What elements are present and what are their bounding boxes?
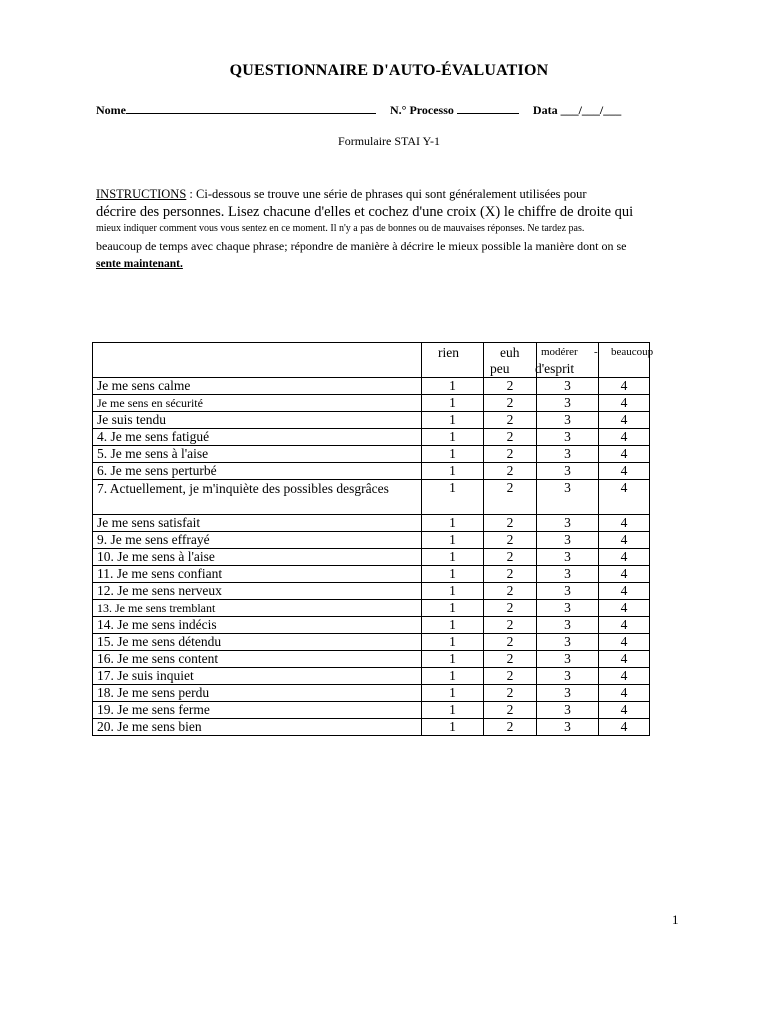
name-blank	[126, 102, 376, 114]
document-title: QUESTIONNAIRE D'AUTO-ÉVALUATION	[229, 62, 549, 79]
rating-cell-4[interactable]: 4	[599, 566, 650, 583]
rating-cell-3[interactable]: 3	[537, 395, 599, 412]
process-blank	[457, 102, 519, 114]
table-row	[93, 395, 650, 412]
rating-cell-4[interactable]: 4	[599, 600, 650, 617]
item-label: 16. Je me sens content	[93, 651, 422, 668]
header-beaucoup-label: beaucoup	[611, 346, 654, 358]
rating-cell-3[interactable]: 3	[537, 651, 599, 668]
rating-cell-3[interactable]: 3	[537, 515, 599, 532]
item-label: 15. Je me sens détendu	[93, 634, 422, 651]
rating-cell-3[interactable]: 3	[537, 549, 599, 566]
item-label: 7. Actuellement, je m'inquiète des possibles desgrâces	[93, 480, 422, 515]
table-row	[93, 600, 650, 617]
rating-cell-1[interactable]: 1	[422, 378, 484, 395]
table-row	[93, 412, 650, 429]
name-label: Nome	[96, 103, 126, 117]
instructions-line-1-text: : Ci-dessous se trouve une série de phrases qui sont généralement utilisées pour	[189, 187, 587, 201]
rating-cell-4[interactable]: 4	[599, 515, 650, 532]
item-label: 9. Je me sens effrayé	[93, 532, 422, 549]
rating-cell-4[interactable]: 4	[599, 651, 650, 668]
rating-cell-3[interactable]: 3	[537, 532, 599, 549]
rating-cell-3[interactable]: 3	[537, 463, 599, 480]
table-row	[93, 702, 650, 719]
rating-cell-3[interactable]: 3	[537, 583, 599, 600]
rating-cell-3[interactable]: 3	[537, 480, 599, 515]
item-label: 17. Je suis inquiet	[93, 668, 422, 685]
table-row	[93, 549, 650, 566]
table-row	[93, 566, 650, 583]
table-row	[93, 515, 650, 532]
rating-cell-1[interactable]: 1	[422, 685, 484, 702]
item-label: Je me sens calme	[93, 378, 422, 395]
rating-cell-1[interactable]: 1	[422, 429, 484, 446]
rating-cell-2[interactable]: 2	[484, 463, 537, 480]
rating-cell-2[interactable]: 2	[484, 600, 537, 617]
rating-cell-1[interactable]: 1	[422, 446, 484, 463]
rating-cell-1[interactable]: 1	[422, 583, 484, 600]
rating-cell-3[interactable]: 3	[537, 446, 599, 463]
instructions-line-5: sente maintenant.	[96, 258, 183, 270]
rating-cell-1[interactable]: 1	[422, 412, 484, 429]
rating-cell-2[interactable]: 2	[484, 566, 537, 583]
rating-cell-2[interactable]: 2	[484, 668, 537, 685]
item-label: 6. Je me sens perturbé	[93, 463, 422, 480]
rating-cell-4[interactable]: 4	[599, 532, 650, 549]
rating-cell-2[interactable]: 2	[484, 583, 537, 600]
rating-cell-3[interactable]: 3	[537, 685, 599, 702]
rating-cell-1[interactable]: 1	[422, 480, 484, 515]
rating-cell-2[interactable]: 2	[484, 702, 537, 719]
table-row	[93, 463, 650, 480]
header-modere	[537, 343, 599, 378]
item-label: 4. Je me sens fatigué	[93, 429, 422, 446]
rating-cell-4[interactable]: 4	[599, 395, 650, 412]
rating-cell-2[interactable]: 2	[484, 395, 537, 412]
rating-cell-2[interactable]: 2	[484, 685, 537, 702]
header-peu-label: peu	[490, 361, 510, 376]
date-label: Data	[532, 103, 558, 117]
rating-cell-3[interactable]: 3	[537, 600, 599, 617]
process-label: N.° Processo	[390, 103, 454, 117]
item-label: Je me sens en sécurité	[93, 395, 422, 412]
table-row	[93, 480, 650, 515]
rating-cell-3[interactable]: 3	[537, 566, 599, 583]
header-un-peu	[484, 343, 537, 378]
rating-cell-1[interactable]: 1	[422, 617, 484, 634]
rating-cell-2[interactable]: 2	[484, 549, 537, 566]
rating-cell-2[interactable]: 2	[484, 429, 537, 446]
date-blank: ___/___/___	[560, 103, 622, 117]
rating-cell-3[interactable]: 3	[537, 378, 599, 395]
header-item-cell	[93, 343, 422, 378]
rating-cell-1[interactable]: 1	[422, 634, 484, 651]
table-row	[93, 634, 650, 651]
rating-cell-3[interactable]: 3	[537, 634, 599, 651]
table-row	[93, 429, 650, 446]
rating-cell-1[interactable]: 1	[422, 566, 484, 583]
rating-cell-2[interactable]: 2	[484, 634, 537, 651]
rating-cell-4[interactable]: 4	[599, 668, 650, 685]
rating-cell-3[interactable]: 3	[537, 617, 599, 634]
page-number: 1	[672, 912, 679, 927]
header-beaucoup	[599, 343, 654, 378]
rating-cell-2[interactable]: 2	[484, 515, 537, 532]
rating-cell-4[interactable]: 4	[599, 617, 650, 634]
item-label: 14. Je me sens indécis	[93, 617, 422, 634]
identification-line	[96, 102, 696, 118]
rating-cell-4[interactable]: 4	[599, 719, 650, 736]
rating-cell-1[interactable]: 1	[422, 395, 484, 412]
header-rien-label: rien	[438, 345, 459, 360]
item-label: 19. Je me sens ferme	[93, 702, 422, 719]
rating-cell-1[interactable]: 1	[422, 668, 484, 685]
rating-cell-2[interactable]: 2	[484, 719, 537, 736]
item-label: 18. Je me sens perdu	[93, 685, 422, 702]
item-label: 5. Je me sens à l'aise	[93, 446, 422, 463]
rating-cell-1[interactable]: 1	[422, 600, 484, 617]
item-label: Je me sens satisfait	[93, 515, 422, 532]
rating-cell-4[interactable]: 4	[599, 583, 650, 600]
rating-cell-4[interactable]: 4	[599, 463, 650, 480]
table-row	[93, 617, 650, 634]
instructions-line-2: décrire des personnes. Lisez chacune d'elles et cochez d'une croix (X) le chiffre de droite qui	[96, 204, 634, 220]
rating-cell-2[interactable]: 2	[484, 446, 537, 463]
instructions-line-3: mieux indiquer comment vous vous sentez en ce moment. Il n'y a pas de bonnes ou de mauvaises réponses. Ne tardez pas.	[96, 223, 585, 234]
rating-cell-1[interactable]: 1	[422, 719, 484, 736]
table-row	[93, 685, 650, 702]
rating-cell-4[interactable]: 4	[599, 446, 650, 463]
rating-cell-3[interactable]: 3	[537, 429, 599, 446]
rating-cell-3[interactable]: 3	[537, 668, 599, 685]
form-name: Formulaire STAI Y-1	[338, 134, 440, 148]
rating-cell-4[interactable]: 4	[599, 549, 650, 566]
rating-cell-4[interactable]: 4	[599, 412, 650, 429]
item-label: 10. Je me sens à l'aise	[93, 549, 422, 566]
table-header-row	[93, 343, 650, 378]
instructions-line-4: beaucoup de temps avec chaque phrase; répondre de manière à décrire le mieux possible la manière dont on se	[96, 239, 627, 253]
header-moderer-label: modérer	[541, 346, 578, 358]
header-euh-label: euh	[500, 345, 520, 360]
header-rien	[422, 343, 484, 378]
rating-cell-2[interactable]: 2	[484, 480, 537, 515]
instructions-label: INSTRUCTIONS	[96, 187, 187, 201]
rating-cell-4[interactable]: 4	[599, 480, 650, 515]
rating-cell-2[interactable]: 2	[484, 378, 537, 395]
rating-cell-1[interactable]: 1	[422, 515, 484, 532]
header-dash: -	[594, 346, 598, 358]
rating-cell-1[interactable]: 1	[422, 532, 484, 549]
rating-cell-1[interactable]: 1	[422, 549, 484, 566]
rating-cell-4[interactable]: 4	[599, 634, 650, 651]
rating-cell-2[interactable]: 2	[484, 617, 537, 634]
rating-cell-3[interactable]: 3	[537, 719, 599, 736]
rating-cell-2[interactable]: 2	[484, 532, 537, 549]
rating-cell-3[interactable]: 3	[537, 412, 599, 429]
table-row	[93, 583, 650, 600]
rating-cell-1[interactable]: 1	[422, 702, 484, 719]
rating-cell-4[interactable]: 4	[599, 702, 650, 719]
rating-cell-3[interactable]: 3	[537, 702, 599, 719]
header-esprit-label: d'esprit	[535, 361, 575, 376]
rating-cell-4[interactable]: 4	[599, 378, 650, 395]
rating-cell-4[interactable]: 4	[599, 429, 650, 446]
stai-table	[92, 342, 654, 736]
instructions-line-1	[96, 186, 666, 202]
item-label: 12. Je me sens nerveux	[93, 583, 422, 600]
rating-cell-2[interactable]: 2	[484, 412, 537, 429]
rating-cell-1[interactable]: 1	[422, 651, 484, 668]
item-label: 11. Je me sens confiant	[93, 566, 422, 583]
item-label: 20. Je me sens bien	[93, 719, 422, 736]
table-row	[93, 668, 650, 685]
rating-cell-1[interactable]: 1	[422, 463, 484, 480]
table-row	[93, 378, 650, 395]
table-row	[93, 651, 650, 668]
rating-cell-4[interactable]: 4	[599, 685, 650, 702]
table-row	[93, 446, 650, 463]
rating-cell-2[interactable]: 2	[484, 651, 537, 668]
item-label: Je suis tendu	[93, 412, 422, 429]
table-row	[93, 532, 650, 549]
item-label: 13. Je me sens tremblant	[93, 600, 422, 617]
table-row	[93, 719, 650, 736]
